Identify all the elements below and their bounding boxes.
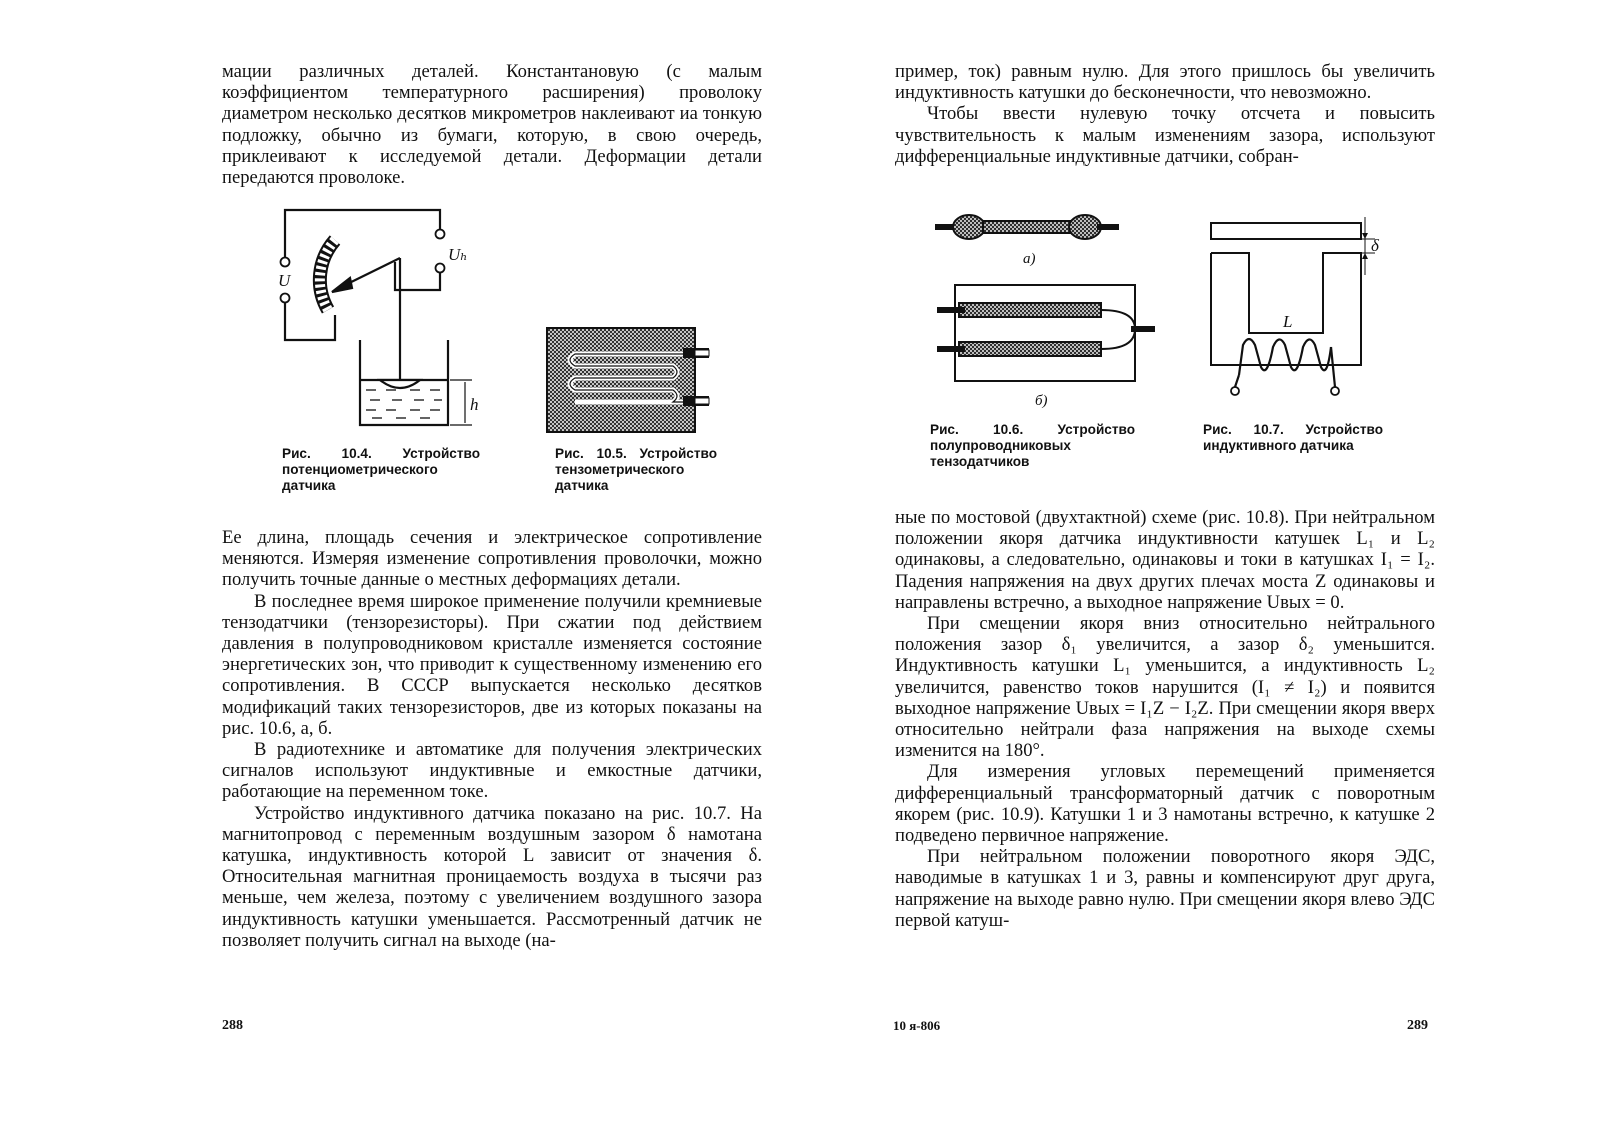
paragraph: При смещении якоря вниз относительно нейтрального положения зазор δ₁ увеличится, а зазор δ₂ уменьшится. Индуктивность катушки L₁ уменьшится, а индуктивность L₂ увеличится, равенство токов нарушится (I₁ ≠ I₂) и появится выходное напряжение Uвых = I₁Z − I₂Z. При смещении якоря вверх относительно нейтрали фаза напряжения на выходе схемы изменится на 180°. <box>895 613 1435 762</box>
paragraph: мации различных деталей. Константановую (с малым коэффициентом температурного расширения) проволоку диаметром несколько десятков микрометров наклеивают иа тонкую подложку, обычно из бумаги, которую, в свою очередь, приклеивают к исследуемой детали. Деформации детали передаются проволоке. <box>222 61 762 189</box>
paragraph: Устройство индуктивного датчика показано на рис. 10.7. На магнитопровод с переменным воздушным зазором δ намотана катушка, индуктивность которой L зависит от значения δ. Относительная магнитная проницаемость воздуха в тысячи раз меньше, чем железа, поэтому с увеличением воздушного зазора индуктивность катушки уменьшается. Рассмотренный датчик не позволяет получить сигнал на выходе (на- <box>222 802 762 951</box>
paragraph: В последнее время широкое применение получили кремниевые тензодатчики (тензорезисторы). При сжатии под действием давления в полупроводниковом кристалле изменяется состояние энергетических зон, что приводит к существенному изменению его сопротивления. В СССР выпускается несколько десятков модификаций таких тензорезисторов, две из которых показаны на рис. 10.6, а, б. <box>222 590 762 739</box>
right-top-text <box>895 61 1435 167</box>
strain-gauge-figure <box>545 326 720 436</box>
paragraph: пример, ток) равным нулю. Для этого пришлось бы увеличить индуктивность катушки до бесконечности, что невозможно. <box>895 61 1435 104</box>
left-top-text <box>222 61 762 188</box>
paragraph: Ее длина, площадь сечения и электрическое сопротивление меняются. Измеряя изменение сопротивления проволочки, можно получить точные данные о местных деформациях детали. <box>222 527 762 591</box>
label-uh: Uₕ <box>448 245 468 264</box>
right-bottom-text <box>895 507 1435 931</box>
left-page <box>0 0 800 1144</box>
semiconductor-gauges-figure <box>935 205 1165 415</box>
page-number-right: 289 <box>1407 1018 1428 1033</box>
figure-10-7-caption: Рис. 10.7. Устройство индуктивного датчика <box>1203 422 1383 454</box>
label-u: U <box>278 271 291 290</box>
paragraph: ные по мостовой (двухтактной) схеме (рис. 10.8). При нейтральном положении якоря датчика индуктивности катушек L₁ и L₂ одинаковы, а следовательно, одинаковы и токи в катушках I₁ = I₂. Падения напряжения на двух других плечах моста Z одинаковы и направлены встречно, а выходное напряжение Uвых = 0. <box>895 507 1435 613</box>
figure-10-6-caption: Рис. 10.6. Устройство полупроводниковых тензодатчиков <box>930 422 1135 470</box>
label-delta: δ <box>1371 236 1379 255</box>
label-l: L <box>1283 312 1293 331</box>
potentiometric-sensor-figure <box>270 200 500 440</box>
page-number-left: 288 <box>222 1018 243 1033</box>
paragraph: Для измерения угловых перемещений применяется дифференциальный трансформаторный датчик с поворотным якорем (рис. 10.9). Катушки 1 и 3 намотаны встречно, к катушке 2 подведено первичное напряжение. <box>895 761 1435 847</box>
figure-10-5-caption: Рис. 10.5. Устройство тензометрического датчика <box>555 446 717 494</box>
figure-10-4-caption: Рис. 10.4. Устройство потенциометрического датчика <box>282 446 480 494</box>
paragraph: Чтобы ввести нулевую точку отсчета и повысить чувствительность к малым изменениям зазора, используют дифференциальные индуктивные датчики, собран- <box>895 103 1435 167</box>
left-bottom-text <box>222 527 762 951</box>
label-b: б) <box>1035 393 1048 409</box>
paragraph: В радиотехнике и автоматике для получения электрических сигналов используют индуктивные и емкостные датчики, работающие на переменном токе. <box>222 739 762 803</box>
label-h: h <box>470 395 479 414</box>
inductive-sensor-figure <box>1205 215 1395 405</box>
signature-mark: 10 я-806 <box>893 1018 941 1033</box>
paragraph: При нейтральном положении поворотного якоря ЭДС, наводимые в катушках 1 и 3, равны и компенсируют друг друга, напряжение на выходе равно нулю. При смещении якоря влево ЭДС первой катуш- <box>895 846 1435 931</box>
label-a: а) <box>1023 251 1036 267</box>
right-page <box>805 0 1609 1144</box>
